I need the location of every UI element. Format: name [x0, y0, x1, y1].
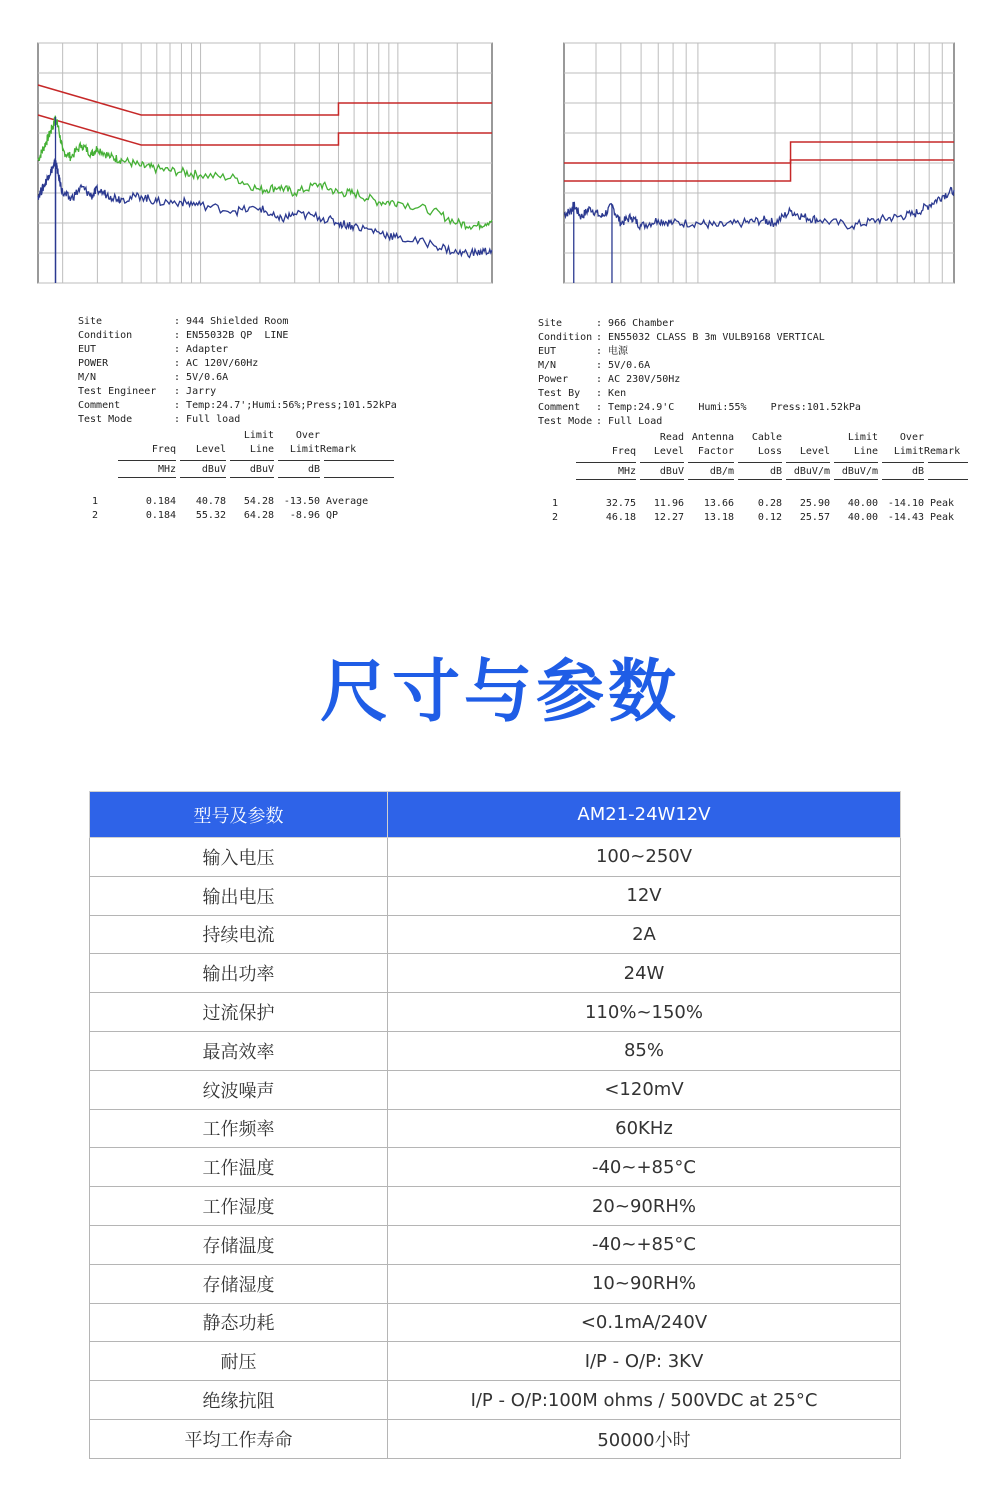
report-info-colon: : — [596, 416, 609, 427]
report-cell: -13.50 — [283, 496, 320, 507]
report-info-colon: : — [596, 388, 609, 399]
report-info-colon: : — [596, 360, 609, 371]
spec-row — [90, 838, 901, 877]
spec-param: 输出功率 — [90, 954, 388, 993]
report-row-index: 1 — [552, 498, 559, 509]
report-info-row — [538, 359, 650, 373]
report-info-label: Site — [78, 316, 103, 327]
spec-row — [90, 1031, 901, 1070]
report-unit: MHz — [157, 464, 176, 475]
report-header-rule — [180, 460, 226, 461]
spec-row — [90, 1419, 901, 1458]
spec-param: 输出电压 — [90, 876, 388, 915]
header-model: AM21-24W12V — [388, 792, 901, 838]
spec-param: 工作湿度 — [90, 1187, 388, 1226]
report-info-label: Power — [538, 374, 569, 385]
report-header-rule — [640, 462, 684, 463]
report-cell: QP — [326, 510, 339, 521]
report-row-index: 1 — [92, 496, 99, 507]
spec-table-header — [90, 792, 901, 838]
report-unit-rule — [688, 479, 734, 480]
spec-value: I/P - O/P: 3KV — [388, 1342, 901, 1381]
report-info-label: Condition — [538, 332, 593, 343]
spec-param: 耐压 — [90, 1342, 388, 1381]
report-unit: dB/m — [709, 466, 734, 477]
report-info-row — [538, 387, 626, 401]
report-cell: Peak — [930, 512, 955, 523]
report-unit: dBuV — [249, 464, 274, 475]
spec-value: 10~90RH% — [388, 1264, 901, 1303]
report-info-label: Test By — [538, 388, 581, 399]
report-info-row — [538, 331, 825, 345]
report-info-colon: : — [174, 400, 187, 411]
report-row-index: 2 — [92, 510, 99, 521]
report-unit: dB — [769, 466, 782, 477]
report-unit-rule — [738, 479, 782, 480]
report-info-row — [538, 415, 662, 429]
spec-value: 12V — [388, 876, 901, 915]
radiated-emission-chart — [520, 25, 1000, 315]
report-unit: dBuV — [201, 464, 226, 475]
report-info-row — [538, 373, 680, 387]
report-info-value: EN55032B QP LINE — [186, 330, 289, 341]
report-info-colon: : — [596, 346, 609, 357]
report-header: Line — [853, 446, 878, 457]
spec-value: -40~+85°C — [388, 1148, 901, 1187]
report-header-top: Over — [295, 430, 320, 441]
report-cell: 40.00 — [847, 512, 878, 523]
report-cell: 40.78 — [195, 496, 226, 507]
section-title: 尺寸与参数 — [319, 653, 680, 732]
report-info-row — [78, 315, 288, 329]
report-header-top: Read — [659, 432, 684, 443]
report-cell: 64.28 — [243, 510, 274, 521]
report-info-colon: : — [596, 402, 609, 413]
report-cell: -14.10 — [887, 498, 924, 509]
report-info-colon: : — [174, 386, 187, 397]
spec-row — [90, 993, 901, 1032]
report-unit-rule — [640, 479, 684, 480]
spec-param: 绝缘抗阻 — [90, 1381, 388, 1420]
spec-param: 输入电压 — [90, 838, 388, 877]
report-info-row — [78, 399, 397, 413]
spec-param: 最高效率 — [90, 1031, 388, 1070]
report-header-rule — [882, 462, 924, 463]
report-info-label: Comment — [538, 402, 581, 413]
report-info-value: Adapter — [186, 344, 229, 355]
report-info-value: Jarry — [186, 386, 217, 397]
report-header: Line — [249, 444, 274, 455]
spec-row — [90, 954, 901, 993]
report-header: Freq — [611, 446, 636, 457]
report-info-colon: : — [596, 374, 609, 385]
report-info-value: Temp:24.7';Humi:56%;Press;101.52kPa — [186, 400, 397, 411]
report-cell: 40.00 — [847, 498, 878, 509]
spec-row — [90, 1109, 901, 1148]
report-info-row — [78, 329, 288, 343]
spec-value: -40~+85°C — [388, 1225, 901, 1264]
report-info-label: EUT — [538, 346, 557, 357]
report-unit-rule — [882, 479, 924, 480]
spec-row — [90, 876, 901, 915]
report-info-colon: : — [596, 318, 609, 329]
report-header-rule — [688, 462, 734, 463]
spec-param: 工作频率 — [90, 1109, 388, 1148]
spec-value: 50000小时 — [388, 1419, 901, 1458]
report-cell: 25.57 — [799, 512, 830, 523]
report-header: Remark — [320, 444, 357, 455]
spec-table — [89, 791, 901, 1459]
report-cell: 11.96 — [653, 498, 684, 509]
report-info-colon: : — [174, 330, 187, 341]
spec-value: 60KHz — [388, 1109, 901, 1148]
spec-value: 100~250V — [388, 838, 901, 877]
report-info-value: 电源 — [608, 346, 629, 357]
report-info-value: 5V/0.6A — [186, 372, 229, 383]
spec-value: 24W — [388, 954, 901, 993]
report-cell: 54.28 — [243, 496, 274, 507]
header-param: 型号及参数 — [90, 792, 388, 838]
report-info-row — [78, 371, 228, 385]
report-info-row — [78, 413, 240, 427]
report-cell: 0.184 — [145, 496, 176, 507]
report-cell: 25.90 — [799, 498, 830, 509]
report-info-value: AC 120V/60Hz — [186, 358, 259, 369]
report-info-value: 5V/0.6A — [608, 360, 651, 371]
report-info-label: Test Mode — [538, 416, 593, 427]
report-header-top: Antenna — [691, 432, 734, 443]
report-info-row — [538, 401, 861, 415]
report-header-rule — [118, 460, 176, 461]
spec-value: <120mV — [388, 1070, 901, 1109]
report-header: Freq — [151, 444, 176, 455]
report-unit-rule — [928, 479, 968, 480]
spec-value: 85% — [388, 1031, 901, 1070]
report-unit-rule — [278, 477, 320, 478]
report-cell: -8.96 — [289, 510, 320, 521]
report-info-value: Temp:24.9'C Humi:55% Press:101.52kPa — [608, 402, 861, 413]
report-unit: dB — [911, 466, 924, 477]
report-cell: 32.75 — [605, 498, 636, 509]
report-unit-rule — [786, 479, 830, 480]
spec-row — [90, 1303, 901, 1342]
report-info-label: M/N — [78, 372, 97, 383]
spec-value: 110%~150% — [388, 993, 901, 1032]
report-info-label: EUT — [78, 344, 97, 355]
report-info-label: POWER — [78, 358, 109, 369]
spec-row — [90, 1381, 901, 1420]
report-header-rule — [278, 460, 320, 461]
spec-value: 20~90RH% — [388, 1187, 901, 1226]
spec-row — [90, 1148, 901, 1187]
report-info-label: Test Engineer — [78, 386, 157, 397]
spec-row — [90, 1264, 901, 1303]
report-info-value: EN55032 CLASS B 3m VULB9168 VERTICAL — [608, 332, 825, 343]
spec-param: 存储温度 — [90, 1225, 388, 1264]
report-unit: dBuV/m — [793, 466, 830, 477]
report-header: Loss — [757, 446, 782, 457]
spec-row — [90, 1187, 901, 1226]
report-cell: 0.28 — [757, 498, 782, 509]
report-info-label: Condition — [78, 330, 133, 341]
report-cell: 13.66 — [703, 498, 734, 509]
spec-value: I/P - O/P:100M ohms / 500VDC at 25°C — [388, 1381, 901, 1420]
report-info-value: Full load — [186, 414, 241, 425]
spec-value: <0.1mA/240V — [388, 1303, 901, 1342]
report-header: Remark — [924, 446, 961, 457]
report-unit-rule — [324, 477, 394, 478]
report-unit: dB — [307, 464, 320, 475]
report-unit-rule — [118, 477, 176, 478]
report-info-value: 944 Shielded Room — [186, 316, 289, 327]
report-header-top: Limit — [847, 432, 878, 443]
report-info-colon: : — [174, 358, 187, 369]
report-header: Level — [195, 444, 226, 455]
report-header-rule — [834, 462, 878, 463]
report-cell: Average — [326, 496, 369, 507]
report-info-label: Site — [538, 318, 563, 329]
report-info-colon: : — [596, 332, 609, 343]
report-unit-rule — [834, 479, 878, 480]
report-row-index: 2 — [552, 512, 559, 523]
report-info-label: Test Mode — [78, 414, 133, 425]
report-info-colon: : — [174, 344, 187, 355]
report-info-value: AC 230V/50Hz — [608, 374, 681, 385]
report-header: Level — [653, 446, 684, 457]
report-info-label: Comment — [78, 400, 121, 411]
report-header: Level — [799, 446, 830, 457]
report-info-value: Ken — [608, 388, 627, 399]
report-unit-rule — [180, 477, 226, 478]
report-cell: 55.32 — [195, 510, 226, 521]
report-header-top: Cable — [751, 432, 782, 443]
report-header-rule — [324, 460, 394, 461]
report-cell: 0.12 — [757, 512, 782, 523]
conducted-emission-chart — [0, 25, 510, 315]
report-info-colon: : — [174, 414, 187, 425]
report-unit: MHz — [617, 466, 636, 477]
report-header-rule — [928, 462, 968, 463]
spec-row — [90, 915, 901, 954]
report-unit-rule — [230, 477, 274, 478]
report-unit: dBuV — [659, 466, 684, 477]
report-cell: 46.18 — [605, 512, 636, 523]
report-info-row — [538, 345, 628, 359]
report-header: Limit — [893, 446, 924, 457]
report-info-label: M/N — [538, 360, 557, 371]
report-header-rule — [786, 462, 830, 463]
report-info-row — [78, 343, 228, 357]
report-cell: Peak — [930, 498, 955, 509]
spec-param: 持续电流 — [90, 915, 388, 954]
spec-param: 纹波噪声 — [90, 1070, 388, 1109]
report-header-top: Over — [899, 432, 924, 443]
spec-param: 过流保护 — [90, 993, 388, 1032]
report-unit-rule — [576, 479, 636, 480]
spec-param: 平均工作寿命 — [90, 1419, 388, 1458]
report-info-colon: : — [174, 316, 187, 327]
report-header-rule — [576, 462, 636, 463]
report-info-row — [538, 317, 674, 331]
report-header-rule — [738, 462, 782, 463]
report-header: Factor — [697, 446, 734, 457]
report-cell: 0.184 — [145, 510, 176, 521]
report-unit: dBuV/m — [841, 466, 878, 477]
spec-param: 静态功耗 — [90, 1303, 388, 1342]
spec-row — [90, 1225, 901, 1264]
spec-param: 工作温度 — [90, 1148, 388, 1187]
spec-row — [90, 1070, 901, 1109]
spec-param: 存储湿度 — [90, 1264, 388, 1303]
report-cell: 13.18 — [703, 512, 734, 523]
report-info-row — [78, 357, 258, 371]
report-header: Limit — [289, 444, 320, 455]
report-info-value: Full Load — [608, 416, 663, 427]
spec-row — [90, 1342, 901, 1381]
report-info-colon: : — [174, 372, 187, 383]
report-cell: -14.43 — [887, 512, 924, 523]
report-info-row — [78, 385, 216, 399]
report-info-value: 966 Chamber — [608, 318, 675, 329]
report-cell: 12.27 — [653, 512, 684, 523]
report-header-top: Limit — [243, 430, 274, 441]
report-header-rule — [230, 460, 274, 461]
spec-value: 2A — [388, 915, 901, 954]
